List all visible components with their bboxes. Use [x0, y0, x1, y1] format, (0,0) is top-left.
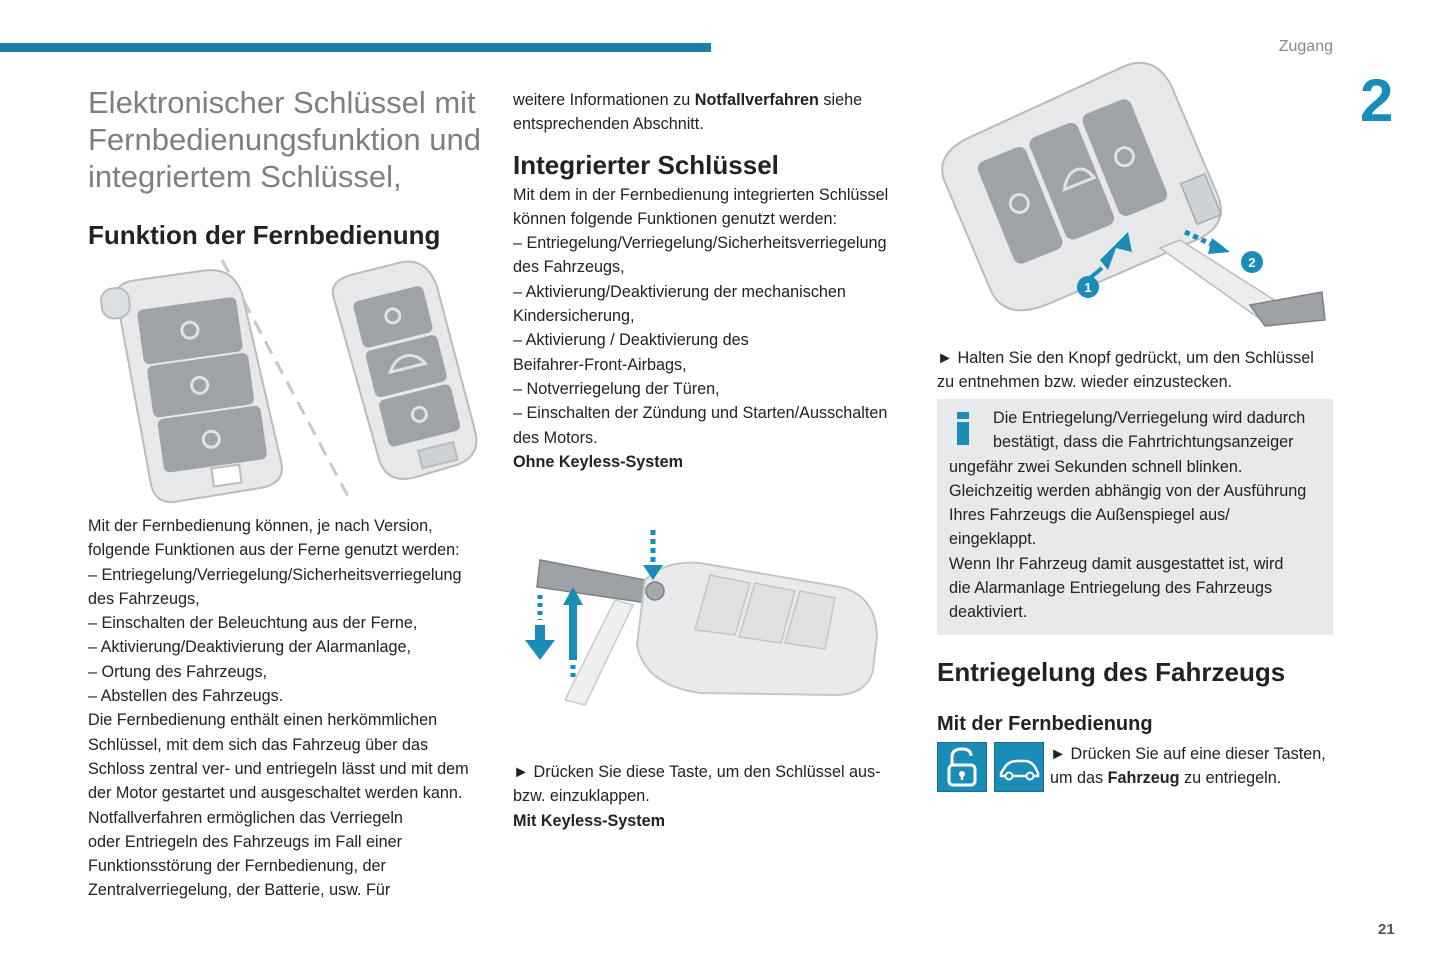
info-line: Wenn Ihr Fahrzeug damit ausgestattet ist, wird [949, 554, 1284, 573]
body-line: des Fahrzeugs, [88, 589, 200, 608]
body-line: – Notverriegelung der Türen, [513, 379, 720, 398]
info-line: bestätigt, dass die Fahrtrichtungsanzeiger [993, 433, 1294, 452]
body-line: Kindersicherung, [513, 307, 635, 326]
body-line: folgende Funktionen aus der Ferne genutzt werden: [88, 541, 460, 560]
instruction-line: ► Drücken Sie diese Taste, um den Schlüssel aus- [513, 763, 881, 782]
body-line: oder Entriegeln des Fahrzeugs im Fall einer [88, 832, 403, 851]
instruction-line: ► Drücken Sie auf eine dieser Tasten, [1050, 745, 1326, 763]
instruction-text: um das [1050, 769, 1108, 788]
page-number: 21 [1378, 921, 1395, 938]
chapter-number: 2 [1360, 67, 1394, 134]
unlock-padlock-button-icon [937, 742, 987, 792]
body-line: Mit dem in der Fernbedienung integrierten Schlüssel [513, 185, 889, 204]
remote-function-body [88, 514, 488, 903]
body-line: Zentralverriegelung, der Batterie, usw. Für [88, 881, 391, 900]
info-line: Ihres Fahrzeugs die Außenspiegel aus/ [949, 506, 1230, 525]
body-line: – Aktivierung/Deaktivierung der Alarmanlage, [88, 638, 412, 657]
column-2 [513, 88, 913, 833]
page-title-line: Fernbedienungsfunktion und [88, 122, 481, 157]
info-line: deaktiviert. [949, 603, 1028, 622]
info-line: Die Entriegelung/Verriegelung wird dadurch [993, 409, 1306, 427]
body-line: – Aktivierung/Deaktivierung der mechanischen [513, 282, 846, 301]
body-line: – Einschalten der Beleuchtung aus der Ferne, [88, 614, 418, 633]
body-line: des Motors. [513, 428, 598, 447]
heading-remote-function: Funktion der Fernbedienung [88, 220, 441, 250]
body-line: Funktionsstörung der Fernbedienung, der [88, 857, 386, 876]
info-box [937, 399, 1333, 635]
subheading-no-keyless: Ohne Keyless-System [513, 452, 684, 471]
instruction-line: zu entnehmen bzw. wieder einzustecken. [937, 373, 1233, 392]
page-title [88, 84, 488, 195]
body-line: – Abstellen des Fahrzeugs. [88, 687, 284, 706]
unlock-instruction [1050, 742, 1350, 791]
info-line: die Alarmanlage Entriegelung des Fahrzeugs [949, 579, 1273, 598]
body-line: – Entriegelung/Verriegelung/Sicherheitsverriegelung [88, 565, 462, 584]
body-line: – Ortung des Fahrzeugs, [88, 662, 268, 681]
info-icon [955, 412, 975, 446]
unlock-car-button-icon [994, 742, 1044, 792]
figure-keyless-fob [940, 80, 1330, 335]
page-title-line: integriertem Schlüssel, [88, 159, 402, 194]
info-line: eingeklappt. [949, 530, 1037, 549]
heading-integrated-key: Integrierter Schlüssel [513, 149, 779, 180]
body-line: – Entriegelung/Verriegelung/Sicherheitsverriegelung [513, 234, 887, 253]
info-line: Gleichzeitig werden abhängig von der Ausführung [949, 481, 1307, 500]
body-line: Schlüssel, mit dem sich das Fahrzeug über das [88, 735, 429, 754]
body-line: Notfallverfahren ermöglichen das Verriegeln [88, 808, 403, 827]
body-line: Beifahrer-Front-Airbags, [513, 355, 687, 374]
info-text [949, 406, 1319, 625]
hold-instruction [937, 346, 1337, 395]
body-line: – Aktivierung / Deaktivierung des [513, 331, 749, 350]
header-accent-bar [0, 43, 711, 52]
instruction-text: zu entriegeln. [1179, 769, 1282, 788]
body-line: – Einschalten der Zündung und Starten/Ausschalten [513, 404, 888, 423]
heading-unlock-vehicle: Entriegelung des Fahrzeugs [937, 657, 1286, 687]
subheading-keyless: Mit Keyless-System [513, 811, 666, 830]
body-line: Mit der Fernbedienung können, je nach Version, [88, 517, 433, 535]
page-title-line: Elektronischer Schlüssel mit [88, 85, 476, 120]
section-label: Zugang [1278, 38, 1333, 55]
subheading-with-remote: Mit der Fernbedienung [937, 713, 1153, 735]
callout-1: 1 [1084, 280, 1092, 295]
intro-bold: Notfallverfahren [694, 91, 819, 109]
instruction-line: bzw. einzuklappen. [513, 787, 650, 806]
body-line: Schloss zentral ver- und entriegeln lässt und mit dem [88, 759, 469, 778]
intro-text: siehe [818, 91, 863, 109]
body-line: Die Fernbedienung enthält einen herkömmlichen [88, 711, 438, 730]
intro-line: entsprechenden Abschnitt. [513, 115, 704, 134]
instruction-bold: Fahrzeug [1107, 769, 1180, 788]
intro-text: weitere Informationen zu [513, 91, 695, 109]
callout-2: 2 [1248, 255, 1256, 270]
notfall-reference [513, 88, 913, 112]
figure-key-fobs [100, 258, 475, 503]
body-line: des Fahrzeugs, [513, 258, 625, 277]
body-line: der Motor gestartet und ausgeschaltet werden kann. [88, 784, 463, 803]
body-line: können folgende Funktionen genutzt werden: [513, 209, 837, 228]
instruction-line [1050, 766, 1350, 790]
figure-fold-key [525, 525, 890, 710]
info-line: ungefähr zwei Sekunden schnell blinken. [949, 457, 1243, 476]
instruction-line: ► Halten Sie den Knopf gedrückt, um den Schlüssel [937, 349, 1314, 367]
